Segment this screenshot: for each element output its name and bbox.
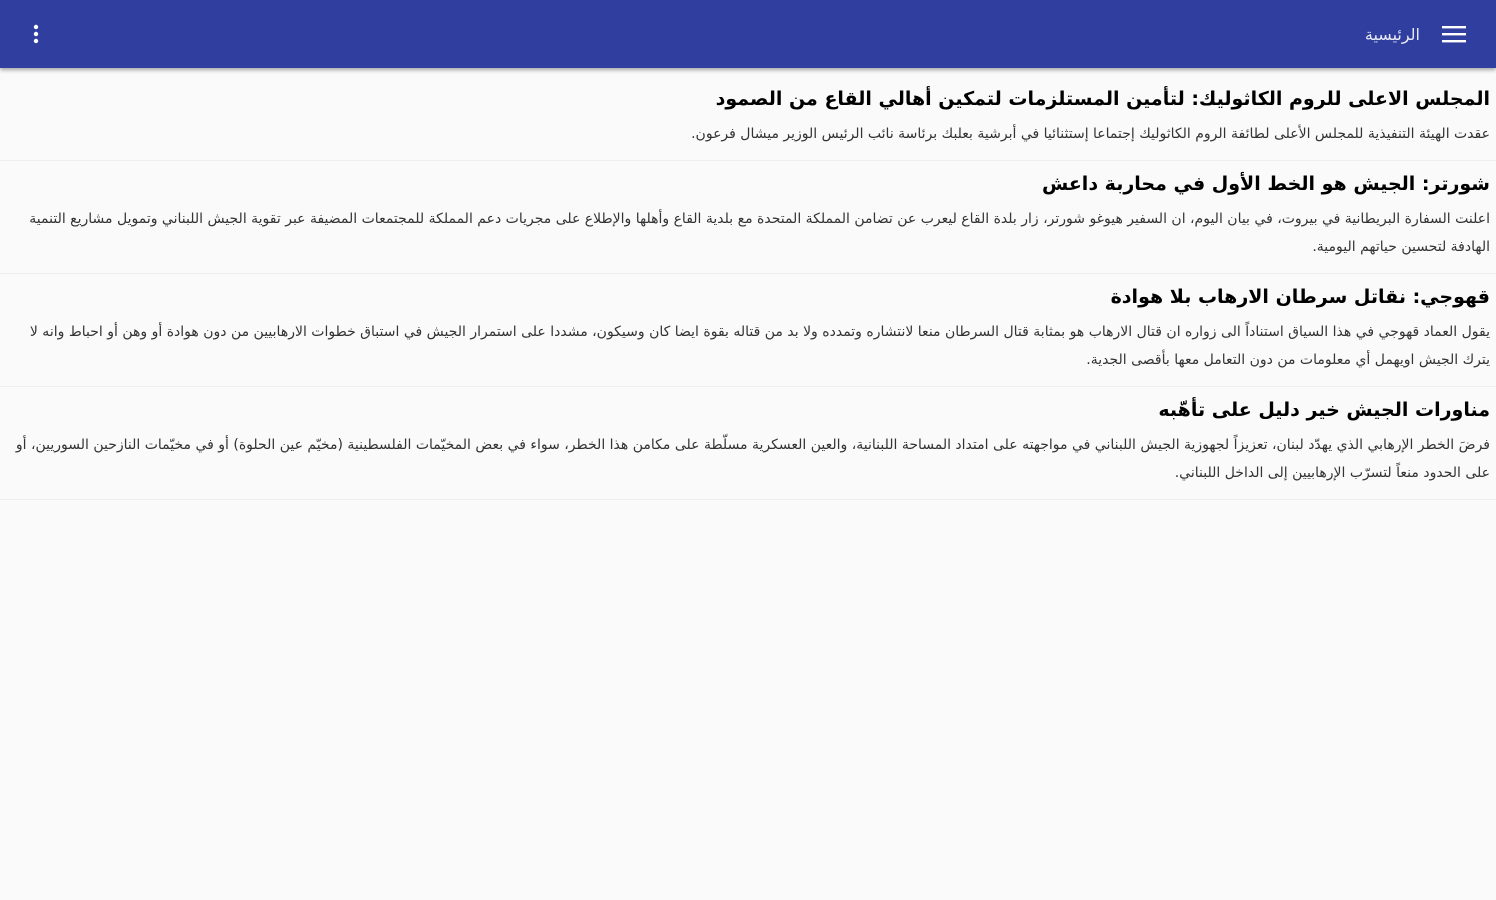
hamburger-menu-icon[interactable] [1440,20,1468,48]
more-vertical-glyph [33,24,39,44]
hamburger-menu-glyph [1442,24,1466,44]
article-item[interactable] [0,76,1496,161]
article-title: المجلس الاعلى للروم الكاثوليك: لتأمين المستلزمات لتمكين أهالي القاع من الصمود [715,88,1490,110]
article-item[interactable] [0,387,1496,500]
article-title: مناورات الجيش خير دليل على تأهّبه [1158,399,1490,421]
article-title: شورتر: الجيش هو الخط الأول في محاربة داعش [1041,173,1490,195]
page-title: الرئيسية [1364,24,1420,44]
more-vertical-icon[interactable] [24,20,48,48]
article-list [0,68,1496,500]
article-summary: اعلنت السفارة البريطانية في بيروت، في بيان اليوم، ان السفير هيوغو شورتر، زار بلدة القاع ليعرب عن تضامن المملكة المتحدة مع بلدية القاع وأهلها والإطلاع على مجريات دعم المملكة للمجتمعات المضيفة عبر تقوية الجيش اللبناني وتمويل مشاريع التنمية الهادفة لتحسين حياتهم اليومية. [29,211,1490,255]
article-summary: فرضَ الخطر الإرهابي الذي يهدّد لبنان، تعزيزاً لجهوزية الجيش اللبناني في مواجهته على امتداد المساحة اللبنانية، والعين العسكرية مسلّطة على مكامن هذا الخطر، سواء في بعض المخيّمات الفلسطينية (مخيّم عين الحلوة) أو في مخيّمات النازحين السوريين، أو على الحدود منعاً لتسرّب الإرهابيين إلى الداخل اللبناني. [15,437,1490,481]
article-item[interactable] [0,274,1496,387]
article-item[interactable] [0,161,1496,274]
app-bar [0,0,1496,68]
article-summary: يقول العماد قهوجي في هذا السياق استناداً الى زواره ان قتال الارهاب هو بمثابة قتال السرطان منعا لانتشاره وتمدده ولا بد من قتاله بقوة ايضا كان وسيكون، مشددا على استمرار الجيش في استباق خطوات الارهابيين من دون هوادة أو وهن أو احباط وانه لا يترك الجيش اويهمل أي معلومات من دون التعامل معها بأقصى الجدية. [29,324,1490,368]
article-summary: عقدت الهيئة التنفيذية للمجلس الأعلى لطائفة الروم الكاثوليك إجتماعا إستثنائيا في أبرشية بعلبك برئاسة نائب الرئيس الوزير ميشال فرعون. [691,126,1490,142]
article-title: قهوجي: نقاتل سرطان الارهاب بلا هوادة [1110,286,1490,308]
